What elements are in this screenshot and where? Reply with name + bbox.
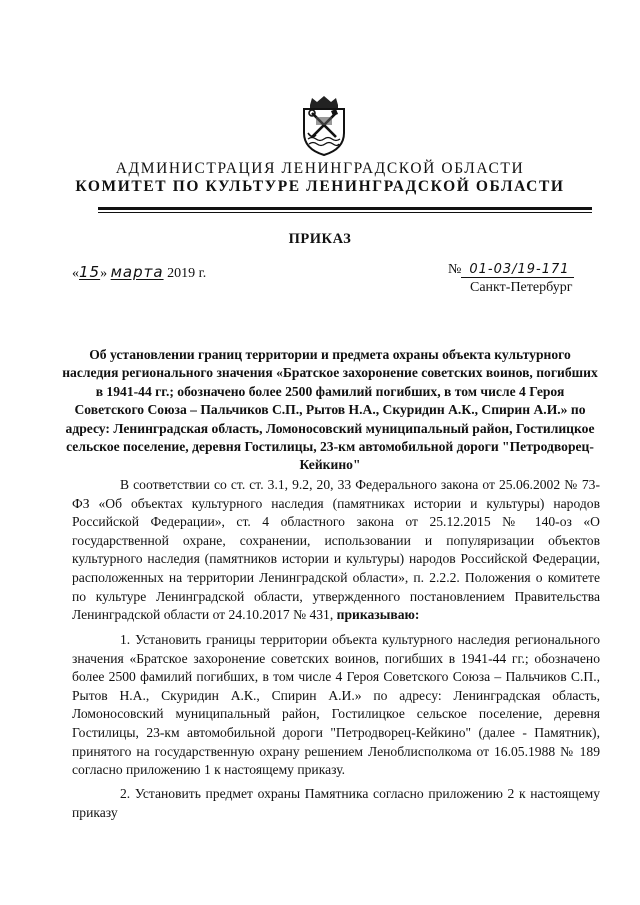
number-handwritten: 01-03/19-171: [461, 262, 573, 278]
date-close-quote: »: [100, 266, 108, 281]
item-1-text: 1. Установить границы территории объекта культурного наследия регионального значения «Братское захоронение советских воинов, погибших в 1941-44 гг.; обозначено более 2500 фамилий погибших, в том числе 4 Героя Советского Союза – Пальчиков С.П., Рытов Н.А., Скуридин А.К., Спирин А.И.» по адресу: Ленинградская область, Ломоносовский муниципальный район, Гостилицкое сельское поселение, деревня Гостилицы, 23-км автомобильной дороги "Петродворец-Кейкино" (далее - Памятник), принятого на государственную охрану решением Леноблисполкома от 16.05.1988 № 189 согласно приложению 1 к настоящему приказу.: [72, 632, 600, 778]
header-rule-thin: [98, 212, 592, 213]
preamble-text: В соответствии со ст. ст. 3.1, 9.2, 20, 33 Федерального закона от 25.06.2002 № 73-ФЗ «Об объектах культурного наследия (памятниках истории и культуры) народов Российской Федерации», ст. 4 областного закона от 25.12.2015 № 140-оз «О государственной охране, сохранении, использовании и популяризации объектов культурного наследия (памятников истории и культуры) народов Российской Федерации, расположенных на территории Ленинградской области», п. 2.2.2. Положения о комитете по культуре Ленинградской области, утвержденного постановлением Правительства Ленинградской области от 24.10.2017 № 431,: [72, 477, 600, 623]
coat-of-arms-emblem: [300, 95, 348, 157]
item-2-text: 2. Установить предмет охраны Памятника согласно приложению 2 к настоящему приказу: [72, 786, 600, 820]
preamble-paragraph: [72, 476, 600, 625]
number-prefix: №: [448, 262, 462, 277]
order-title: ПРИКАЗ: [288, 231, 352, 247]
header-rule-thick: [98, 207, 592, 210]
committee-heading: КОМИТЕТ ПО КУЛЬТУРЕ ЛЕНИНГРАДСКОЙ ОБЛАСТИ: [75, 178, 565, 195]
item-1-paragraph: [72, 631, 600, 780]
order-number: [448, 262, 574, 278]
city: Санкт-Петербург: [470, 280, 573, 295]
date-open-quote: «: [72, 266, 79, 281]
administration-heading: АДМИНИСТРАЦИЯ ЛЕНИНГРАДСКОЙ ОБЛАСТИ: [115, 160, 525, 177]
item-2-paragraph: [72, 785, 600, 822]
order-subject: Об установлении границ территории и предмета охраны объекта культурного наследия регионального значения «Братское захоронение советских воинов, погибших в 1941-44 гг.; обозначено более 2500 фамилий погибших, в том числе 4 Героя Советского Союза – Пальчиков С.П., Рытов Н.А., Скуридин А.К., Спирин А.И.» по адресу: Ленинградская область, Ломоносовский муниципальный район, Гостилицкое сельское поселение, деревня Гостилицы, 23-км автомобильной дороги "Петродворец-Кейкино": [62, 347, 598, 473]
date-year: 2019 г.: [167, 266, 207, 281]
orders-word: приказываю:: [336, 607, 420, 623]
order-date: [72, 263, 206, 282]
date-day-handwritten: 15: [79, 263, 101, 281]
date-month-handwritten: марта: [110, 263, 164, 281]
